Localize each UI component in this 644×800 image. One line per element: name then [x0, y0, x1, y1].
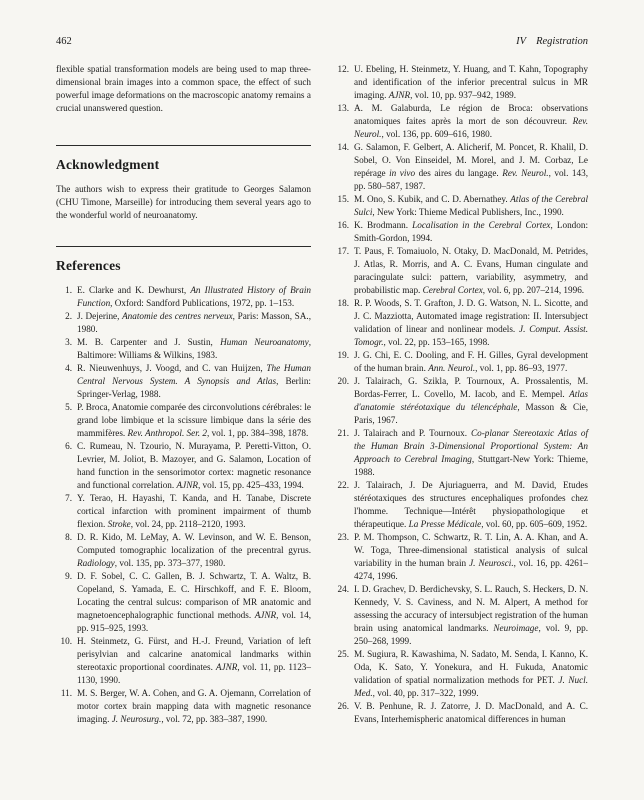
reference-item — [333, 375, 588, 427]
reference-item — [333, 219, 588, 245]
reference-item — [56, 687, 311, 726]
reference-number: 22. — [337, 480, 349, 490]
reference-number: 20. — [337, 376, 349, 386]
reference-number: 23. — [337, 532, 349, 542]
reference-text: I. D. Grachev, D. Berdichevsky, S. L. Rauch, S. Heckers, D. N. Kennedy, V. S. Caviness, and N. M. Alpert, A method for assessing the accuracy of intersubject registration of the human brain using anatomical landmarks. Neuroimage, vol. 9, pp. 250–268, 1999. — [354, 584, 588, 646]
acknowledgment-section — [56, 145, 311, 222]
left-column — [56, 63, 311, 726]
reference-number: 26. — [337, 701, 349, 711]
reference-item — [333, 479, 588, 531]
reference-item — [56, 635, 311, 687]
reference-item — [333, 531, 588, 583]
reference-item — [333, 349, 588, 375]
reference-text: D. R. Kido, M. LeMay, A. W. Levinson, and W. E. Benson, Computed tomographic localization of the precentral gyrus. Radiology, vol. 135, pp. 373–377, 1980. — [77, 532, 311, 568]
reference-text: K. Brodmann. Localisation in the Cerebral Cortex, London: Smith-Gordon, 1994. — [354, 220, 589, 243]
reference-text: J. G. Chi, E. C. Dooling, and F. H. Gilles, Gyral development of the human brain. Ann. Neurol., vol. 1, pp. 86–93, 1977. — [354, 350, 588, 373]
reference-list-left — [56, 284, 311, 726]
references-section — [56, 246, 311, 726]
reference-text: M. S. Berger, W. A. Cohen, and G. A. Ojemann, Correlation of motor cortex brain mapping data with magnetic resonance imaging. J. Neurosurg., vol. 72, pp. 383–387, 1990. — [77, 688, 311, 724]
reference-text: R. P. Woods, S. T. Grafton, J. D. G. Watson, N. L. Sicotte, and J. C. Mazziotta, Automated image registration: II. Intersubject validation of linear and nonlinear models. J. Comput. Assist. Tomogr., vol. 22, pp. 153–165, 1998. — [354, 298, 589, 347]
reference-text: Y. Terao, H. Hayashi, T. Kanda, and H. Tanabe, Discrete cortical infarction with prominent impairment of thumb flexion. Stroke, vol. 24, pp. 2118–2120, 1993. — [77, 493, 311, 529]
reference-text: M. B. Carpenter and J. Sustin, Human Neuroanatomy, Baltimore: Williams & Wilkins, 1983. — [77, 337, 311, 360]
reference-number: 17. — [337, 246, 349, 256]
reference-item — [333, 193, 588, 219]
reference-text: M. Ono, S. Kubik, and C. D. Abernathey. Atlas of the Cerebral Sulci, New York: Thieme Medical Publishers, Inc., 1990. — [354, 194, 588, 217]
references-heading: References — [56, 258, 121, 273]
reference-number: 6. — [65, 441, 72, 451]
reference-item — [56, 401, 311, 440]
reference-item — [333, 245, 588, 297]
reference-text: D. F. Sobel, C. C. Gallen, B. J. Schwartz, T. A. Waltz, B. Copeland, S. Yamada, E. C. Hirschkoff, and F. E. Bloom, Locating the central sulcus: comparison of MR anatomic and magnetoencephalographic functional methods. AJNR, vol. 14, pp. 915–925, 1993. — [77, 571, 311, 633]
reference-item — [333, 141, 588, 193]
reference-number: 7. — [65, 493, 72, 503]
acknowledgment-text: The authors wish to express their gratitude to Georges Salamon (CHU Timone, Marseille) for introducing them several years ago to the wonderful world of neuroanatomy. — [56, 184, 311, 220]
reference-item — [56, 310, 311, 336]
reference-text: P. M. Thompson, C. Schwartz, R. T. Lin, A. A. Khan, and A. W. Toga, Three-dimensional statistical analysis of sulcal variability in the human brain J. Neurosci., vol. 16, pp. 4261–4274, 1996. — [354, 532, 588, 581]
reference-text: H. Steinmetz, G. Fürst, and H.-J. Freund, Variation of left perisylvian and calcarine anatomical landmarks within stereotaxic proportional coordinates. AJNR, vol. 11, pp. 1123–1130, 1990. — [77, 636, 311, 685]
reference-number: 4. — [65, 363, 72, 373]
reference-item — [56, 362, 311, 401]
reference-text: M. Sugiura, R. Kawashima, N. Sadato, M. Senda, I. Kanno, K. Oda, K. Sato, Y. Yonekura, and H. Fukuda, Anatomic validation of spatial normalization methods for PET. J. Nucl. Med., vol. 40, pp. 317–322, 1999. — [354, 649, 588, 698]
reference-text: C. Rumeau, N. Tzourio, N. Murayama, P. Peretti-Vitton, O. Levrier, M. Joliot, B. Mazoyer, and G. Salamon, Location of hand function in the sensorimotor cortex: magnetic resonance and functional correlation. AJNR, vol. 15, pp. 425–433, 1994. — [77, 441, 311, 490]
page-number: 462 — [56, 36, 72, 47]
reference-text: V. B. Penhune, R. J. Zatorre, J. D. MacDonald, and A. C. Evans, Interhemispheric anatomical differences in human — [354, 701, 588, 724]
reference-item — [56, 284, 311, 310]
reference-text: J. Dejerine, Anatomie des centres nerveux, Paris: Masson, SA., 1980. — [77, 311, 311, 334]
reference-item — [333, 583, 588, 648]
reference-text: R. Nieuwenhuys, J. Voogd, and C. van Huijzen, The Human Central Nervous System. A Synopsis and Atlas, Berlin: Springer-Verlag, 1988. — [77, 363, 311, 399]
acknowledgment-heading: Acknowledgment — [56, 157, 160, 172]
reference-number: 11. — [60, 688, 72, 698]
two-column-body — [56, 63, 588, 726]
references-rule — [56, 246, 311, 247]
reference-text: J. Talairach, J. De Ajuriaguerra, and M. David, Etudes stéréotaxiques des structures encephaliques profondes chez l'homme. Technique—Intérêt physiopathologique et thérapeutique. La Presse Médicale, vol. 60, pp. 605–609, 1952. — [354, 480, 588, 529]
reference-number: 2. — [65, 311, 72, 321]
reference-item — [333, 63, 588, 102]
reference-number: 18. — [337, 298, 349, 308]
reference-number: 19. — [337, 350, 349, 360]
reference-number: 21. — [337, 428, 349, 438]
reference-number: 3. — [65, 337, 72, 347]
running-section-title — [516, 36, 588, 47]
running-section-part: IV — [516, 36, 527, 47]
reference-item — [56, 492, 311, 531]
reference-text: T. Paus, F. Tomaiuolo, N. Otaky, D. MacDonald, M. Petrides, J. Atlas, R. Morris, and A. C. Evans, Human cingulate and paracingulate sulci: pattern, variability, asymmetry, and probabilistic map. Cerebral Cortex, vol. 6, pp. 207–214, 1996. — [354, 246, 588, 295]
right-column — [333, 63, 588, 726]
reference-number: 8. — [65, 532, 72, 542]
reference-number: 24. — [337, 584, 349, 594]
reference-text: E. Clarke and K. Dewhurst, An Illustrated History of Brain Function, Oxford: Sandford Publications, 1972, pp. 1–153. — [77, 285, 311, 308]
reference-item — [56, 531, 311, 570]
reference-item — [56, 336, 311, 362]
reference-list-right — [333, 63, 588, 726]
running-section-name: Registration — [536, 36, 588, 47]
reference-number: 13. — [337, 103, 349, 113]
reference-text: G. Salamon, F. Gelbert, A. Alicherif, M. Poncet, R. Khalil, D. Sobel, O. Von Einseidel, M. Morel, and J. M. Corbaz, Le repérage in vivo des aires du langage. Rev. Neurol., vol. 143, pp. 580–587, 1987. — [354, 142, 588, 191]
reference-number: 25. — [337, 649, 349, 659]
reference-item — [333, 297, 588, 349]
reference-number: 16. — [337, 220, 349, 230]
reference-text: A. M. Galaburda, Le région de Broca: observations anatomiques faites après la mort de son découvreur. Rev. Neurol., vol. 136, pp. 609–616, 1980. — [354, 103, 588, 139]
reference-item — [56, 440, 311, 492]
reference-number: 10. — [60, 636, 72, 646]
intro-paragraph: flexible spatial transformation models are being used to map three-dimensional brain images into a common space, the effect of such powerful image deformations on the macroscopic anatomy remains a crucial unanswered question. — [56, 64, 311, 113]
reference-text: J. Talairach, G. Szikla, P. Tournoux, A. Prossalentis, M. Bordas-Ferrer, L. Covello, M. Iacob, and E. Mempel. Atlas d'anatomie stéréotaxique du télencéphale, Masson & Cie, Paris, 1967. — [354, 376, 588, 425]
reference-item — [56, 570, 311, 635]
reference-item — [333, 648, 588, 700]
page-header — [56, 36, 588, 47]
reference-number: 9. — [65, 571, 72, 581]
reference-number: 15. — [337, 194, 349, 204]
reference-text: J. Talairach and P. Tournoux. Co-planar Stereotaxic Atlas of the Human Brain 3-Dimensional Proportional System: An Approach to Cerebral Imaging, Stuttgart-New York: Thieme, 1988. — [354, 428, 589, 477]
reference-number: 1. — [65, 285, 72, 295]
reference-text: U. Ebeling, H. Steinmetz, Y. Huang, and T. Kahn, Topography and identification of the inferior precentral sulcus in MR imaging. AJNR, vol. 10, pp. 937–942, 1989. — [354, 64, 588, 100]
acknowledgment-rule — [56, 145, 311, 146]
reference-item — [333, 427, 588, 479]
reference-number: 12. — [337, 64, 349, 74]
reference-number: 5. — [65, 402, 72, 412]
reference-item — [333, 102, 588, 141]
reference-item — [333, 700, 588, 726]
reference-number: 14. — [337, 142, 349, 152]
reference-text: P. Broca, Anatomie comparée des circonvolutions cérébrales: le grand lobe limbique et la scissure limbique dans la série des mammifères. Rev. Anthropol. Ser. 2, vol. 1, pp. 384–398, 1878. — [77, 402, 311, 438]
